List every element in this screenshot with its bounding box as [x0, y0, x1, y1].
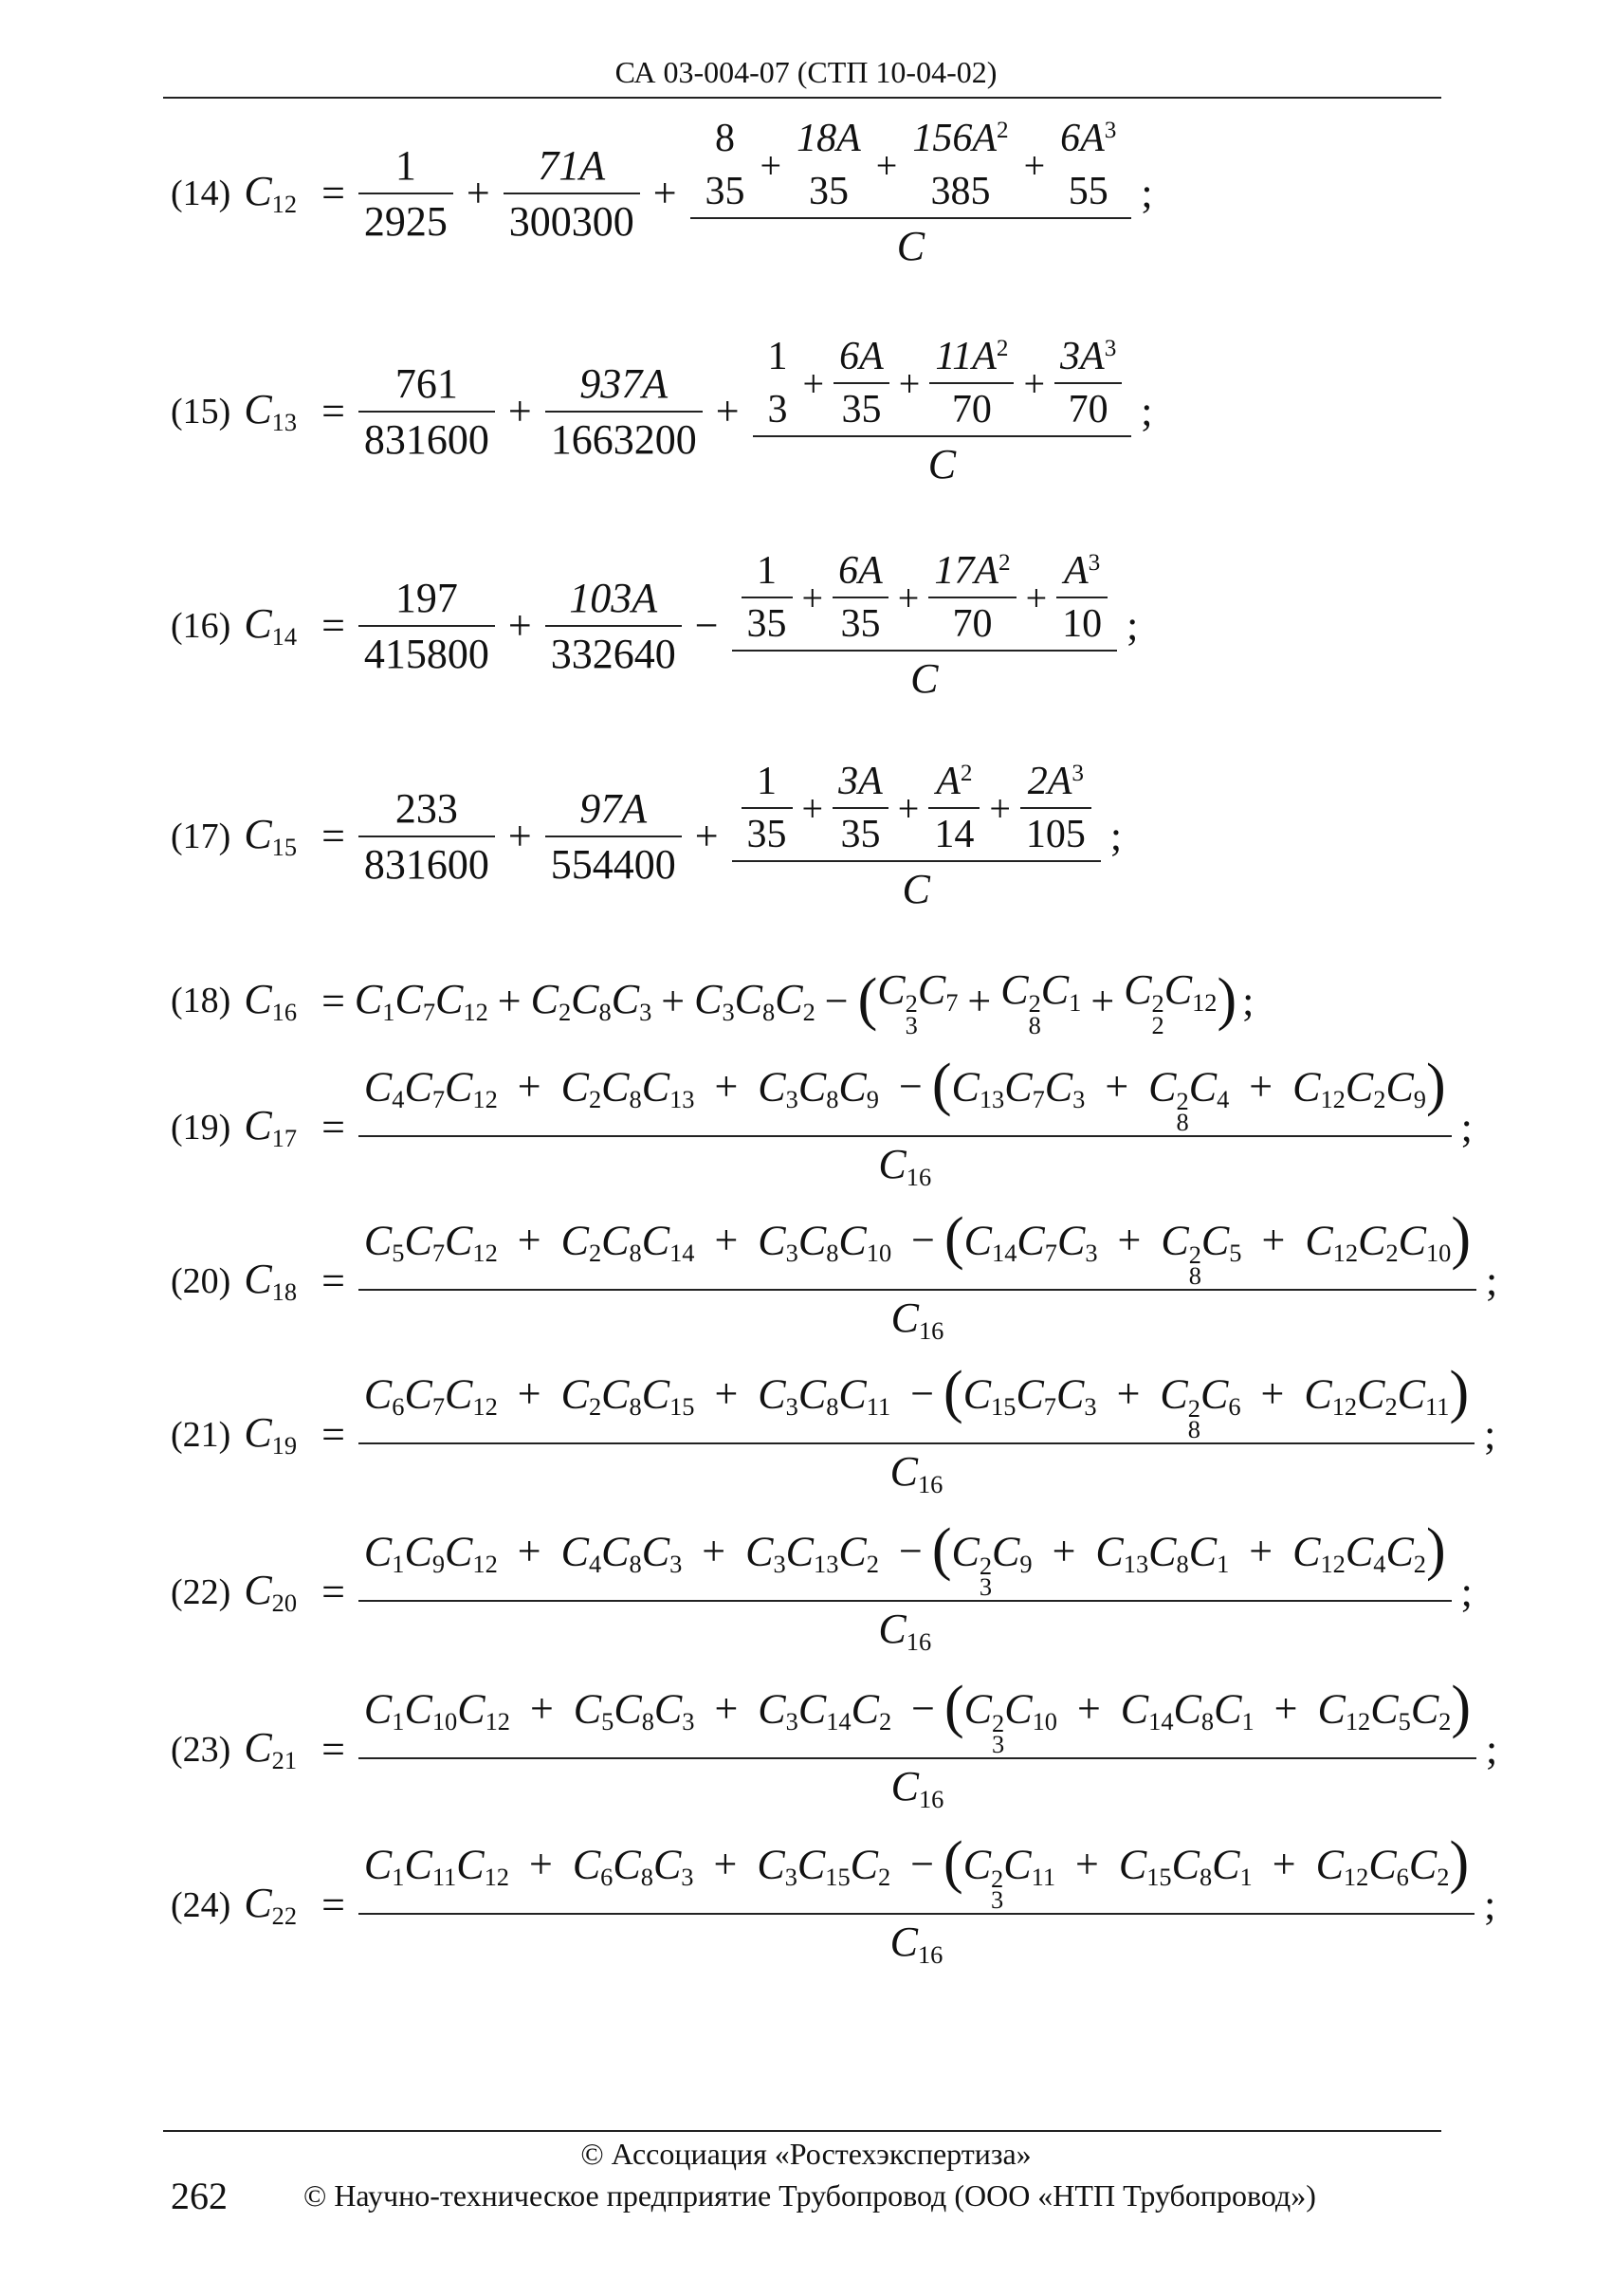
equation-22: (22) $C_{20}$ = $C_1C_9C_{12} + C_4C_8C_3 + C_3C_{13}C_2 - (C$ 2 3 $C_9 + C_{13}C_8C_1 + C_{12}C_4C_2$) $C_{16}$ ; — [171, 1517, 1473, 1657]
equation-14: (14) $C_{12}$ = $\frac{1}{2925}$ + $\frac{71A}{300300}$ + 8 35 + 18A 35 + $156A^2$ 385 + $6A^3$ 55 C ; — [171, 117, 1153, 269]
equation-lhs: $C_{12}$ — [244, 168, 298, 218]
equation-18: (18) $C_{16}$ = $C_1C_7C_{12}$ + $C_2C_8C_3$ + $C_3C_8C_2$ − ( C 2 3 $C_7$ + C 2 8 $C_1$ + C 2 2 $C_{12}$ ) ; — [171, 966, 1255, 1039]
page-number: 262 — [171, 2175, 228, 2217]
equation-number: (21) — [171, 1414, 231, 1455]
equation-lhs: $C_{18}$ — [244, 1256, 298, 1307]
equation-lhs: $C_{14}$ — [244, 600, 298, 651]
equation-lhs: $C_{19}$ — [244, 1409, 298, 1460]
equation-number: (19) — [171, 1107, 231, 1148]
fraction: $\frac{103A}{332640}$ — [545, 574, 682, 678]
equation-15: (15) $C_{13}$ = $\frac{761}{831600}$ + $\frac{937A}{1663200}$ + 1 3 + $\frac{6A}{35}$ + $\frac{11A^2}{70}$ + $\frac{3A^3}{70}$ C ; — [171, 335, 1153, 487]
equation-lhs: $C_{17}$ — [244, 1102, 298, 1153]
equation-17: (17) $C_{15}$ = $\frac{233}{831600}$ + $\frac{97A}{554400}$ + $\frac{1}{35}$ + $\frac{3A}{35}$ + $\frac{A^2}{14}$ + $\frac{2A^3}{105}$ C ; — [171, 760, 1123, 912]
equation-number: (17) — [171, 816, 231, 856]
equation-23: (23) $C_{21}$ = $C_1C_{10}C_{12} + C_5C_8C_3 + C_3C_{14}C_2 - (C$ 2 3 $C_{10} + C_{14}C_8C_1 + C_{12}C_5C_2$) $C_{16}$ ; — [171, 1675, 1498, 1814]
page-header: СА 03-004-07 (СТП 10-04-02) — [614, 55, 998, 89]
fraction: $C_5C_7C_{12} + C_2C_8C_{14} + C_3C_8C_{10} - (C_{14}C_7C_3 + C$ 2 8 $C_5 + C_{12}C_2C_{10}$) $C_{16}$ — [358, 1216, 1476, 1346]
fraction: $C_1C_9C_{12} + C_4C_8C_3 + C_3C_{13}C_2 - (C$ 2 3 $C_9 + C_{13}C_8C_1 + C_{12}C_4C_2$) $C_{16}$ — [358, 1527, 1452, 1657]
equation-number: (14) — [171, 173, 231, 213]
equation-24: (24) $C_{22}$ = $C_1C_{11}C_{12} + C_6C_8C_3 + C_3C_{15}C_2 - (C$ 2 3 $C_{11} + C_{15}C_8C_1 + C_{12}C_6C_2$) $C_{16}$ ; — [171, 1830, 1496, 1970]
fraction: $\frac{1}{35}$ + $\frac{6A}{35}$ + $\frac{17A^2}{70}$ + $\frac{A^3}{10}$ C — [732, 548, 1118, 703]
equation-number: (15) — [171, 391, 231, 432]
equation-number: (18) — [171, 981, 231, 1021]
equation-21: (21) $C_{19}$ = $C_6C_7C_{12} + C_2C_8C_{15} + C_3C_8C_{11} - (C_{15}C_7C_3 + C$ 2 8 $C_6 + C_{12}C_2C_{11}$) $C_{16}$ ; — [171, 1360, 1496, 1499]
fraction: $\frac{97A}{554400}$ — [545, 784, 682, 889]
fraction: $\frac{761}{831600}$ — [358, 359, 495, 464]
fraction: $C_1C_{10}C_{12} + C_5C_8C_3 + C_3C_{14}C_2 - (C$ 2 3 $C_{10} + C_{14}C_8C_1 + C_{12}C_5C_2$) $C_{16}$ — [358, 1684, 1476, 1814]
fraction: $\frac{1}{2925}$ — [358, 141, 453, 246]
fraction: $\frac{937A}{1663200}$ — [545, 359, 703, 464]
equation-lhs: $C_{15}$ — [244, 811, 298, 861]
fraction: $C_4C_7C_{12} + C_2C_8C_{13} + C_3C_8C_9 - (C_{13}C_7C_3 + C$ 2 8 $C_4 + C_{12}C_2C_9$) $C_{16}$ — [358, 1062, 1452, 1192]
equation-number: (16) — [171, 605, 231, 646]
equation-number: (24) — [171, 1884, 231, 1925]
fraction: 1 3 + $\frac{6A}{35}$ + $\frac{11A^2}{70}$ + $\frac{3A^3}{70}$ C — [753, 334, 1132, 488]
fraction: $C_6C_7C_{12} + C_2C_8C_{15} + C_3C_8C_{11} - (C_{15}C_7C_3 + C$ 2 8 $C_6 + C_{12}C_2C_{11}$) $C_{16}$ — [358, 1369, 1475, 1499]
header-rule — [163, 97, 1441, 99]
footer-copyright-2: © Научно-техническое предприятие Трубопровод (ООО «НТП Трубопровод») — [303, 2178, 1316, 2213]
equation-number: (23) — [171, 1729, 231, 1770]
fraction: 8 35 + 18A 35 + $156A^2$ 385 + $6A^3$ 55 C — [690, 116, 1132, 270]
equation-lhs: $C_{21}$ — [244, 1724, 298, 1775]
equation-20: (20) $C_{18}$ = $C_5C_7C_{12} + C_2C_8C_{14} + C_3C_8C_{10} - (C_{14}C_7C_3 + C$ 2 8 $C_5 + C_{12}C_2C_{10}$) $C_{16}$ ; — [171, 1206, 1498, 1346]
equation-16: (16) $C_{14}$ = $\frac{197}{415800}$ + $\frac{103A}{332640}$ − $\frac{1}{35}$ + $\frac{6A}{35}$ + $\frac{17A^2}{70}$ + $\frac{A^3}{10}$ C ; — [171, 549, 1139, 702]
fraction: $C_1C_{11}C_{12} + C_6C_8C_3 + C_3C_{15}C_2 - (C$ 2 3 $C_{11} + C_{15}C_8C_1 + C_{12}C_6C_2$) $C_{16}$ — [358, 1840, 1475, 1970]
equation-number: (20) — [171, 1260, 231, 1301]
fraction: $\frac{197}{415800}$ — [358, 574, 495, 678]
equation-lhs: $C_{22}$ — [244, 1880, 298, 1931]
fraction: $\frac{71A}{300300}$ — [504, 141, 640, 246]
footer-copyright-1: © Ассоциация «Ростехэкспертиза» — [580, 2137, 1032, 2171]
equation-19: (19) $C_{17}$ = $C_4C_7C_{12} + C_2C_8C_{13} + C_3C_8C_9 - (C_{13}C_7C_3 + C$ 2 8 $C_4 + C_{12}C_2C_9$) $C_{16}$ ; — [171, 1053, 1473, 1192]
fraction: $\frac{1}{35}$ + $\frac{3A}{35}$ + $\frac{A^2}{14}$ + $\frac{2A^3}{105}$ C — [732, 759, 1101, 913]
equation-lhs: $C_{20}$ — [244, 1567, 298, 1618]
footer-rule — [163, 2130, 1441, 2132]
equation-lhs: $C_{13}$ — [244, 386, 298, 436]
fraction: $\frac{233}{831600}$ — [358, 784, 495, 889]
equation-lhs: $C_{16}$ — [244, 975, 298, 1026]
equation-number: (22) — [171, 1571, 231, 1612]
